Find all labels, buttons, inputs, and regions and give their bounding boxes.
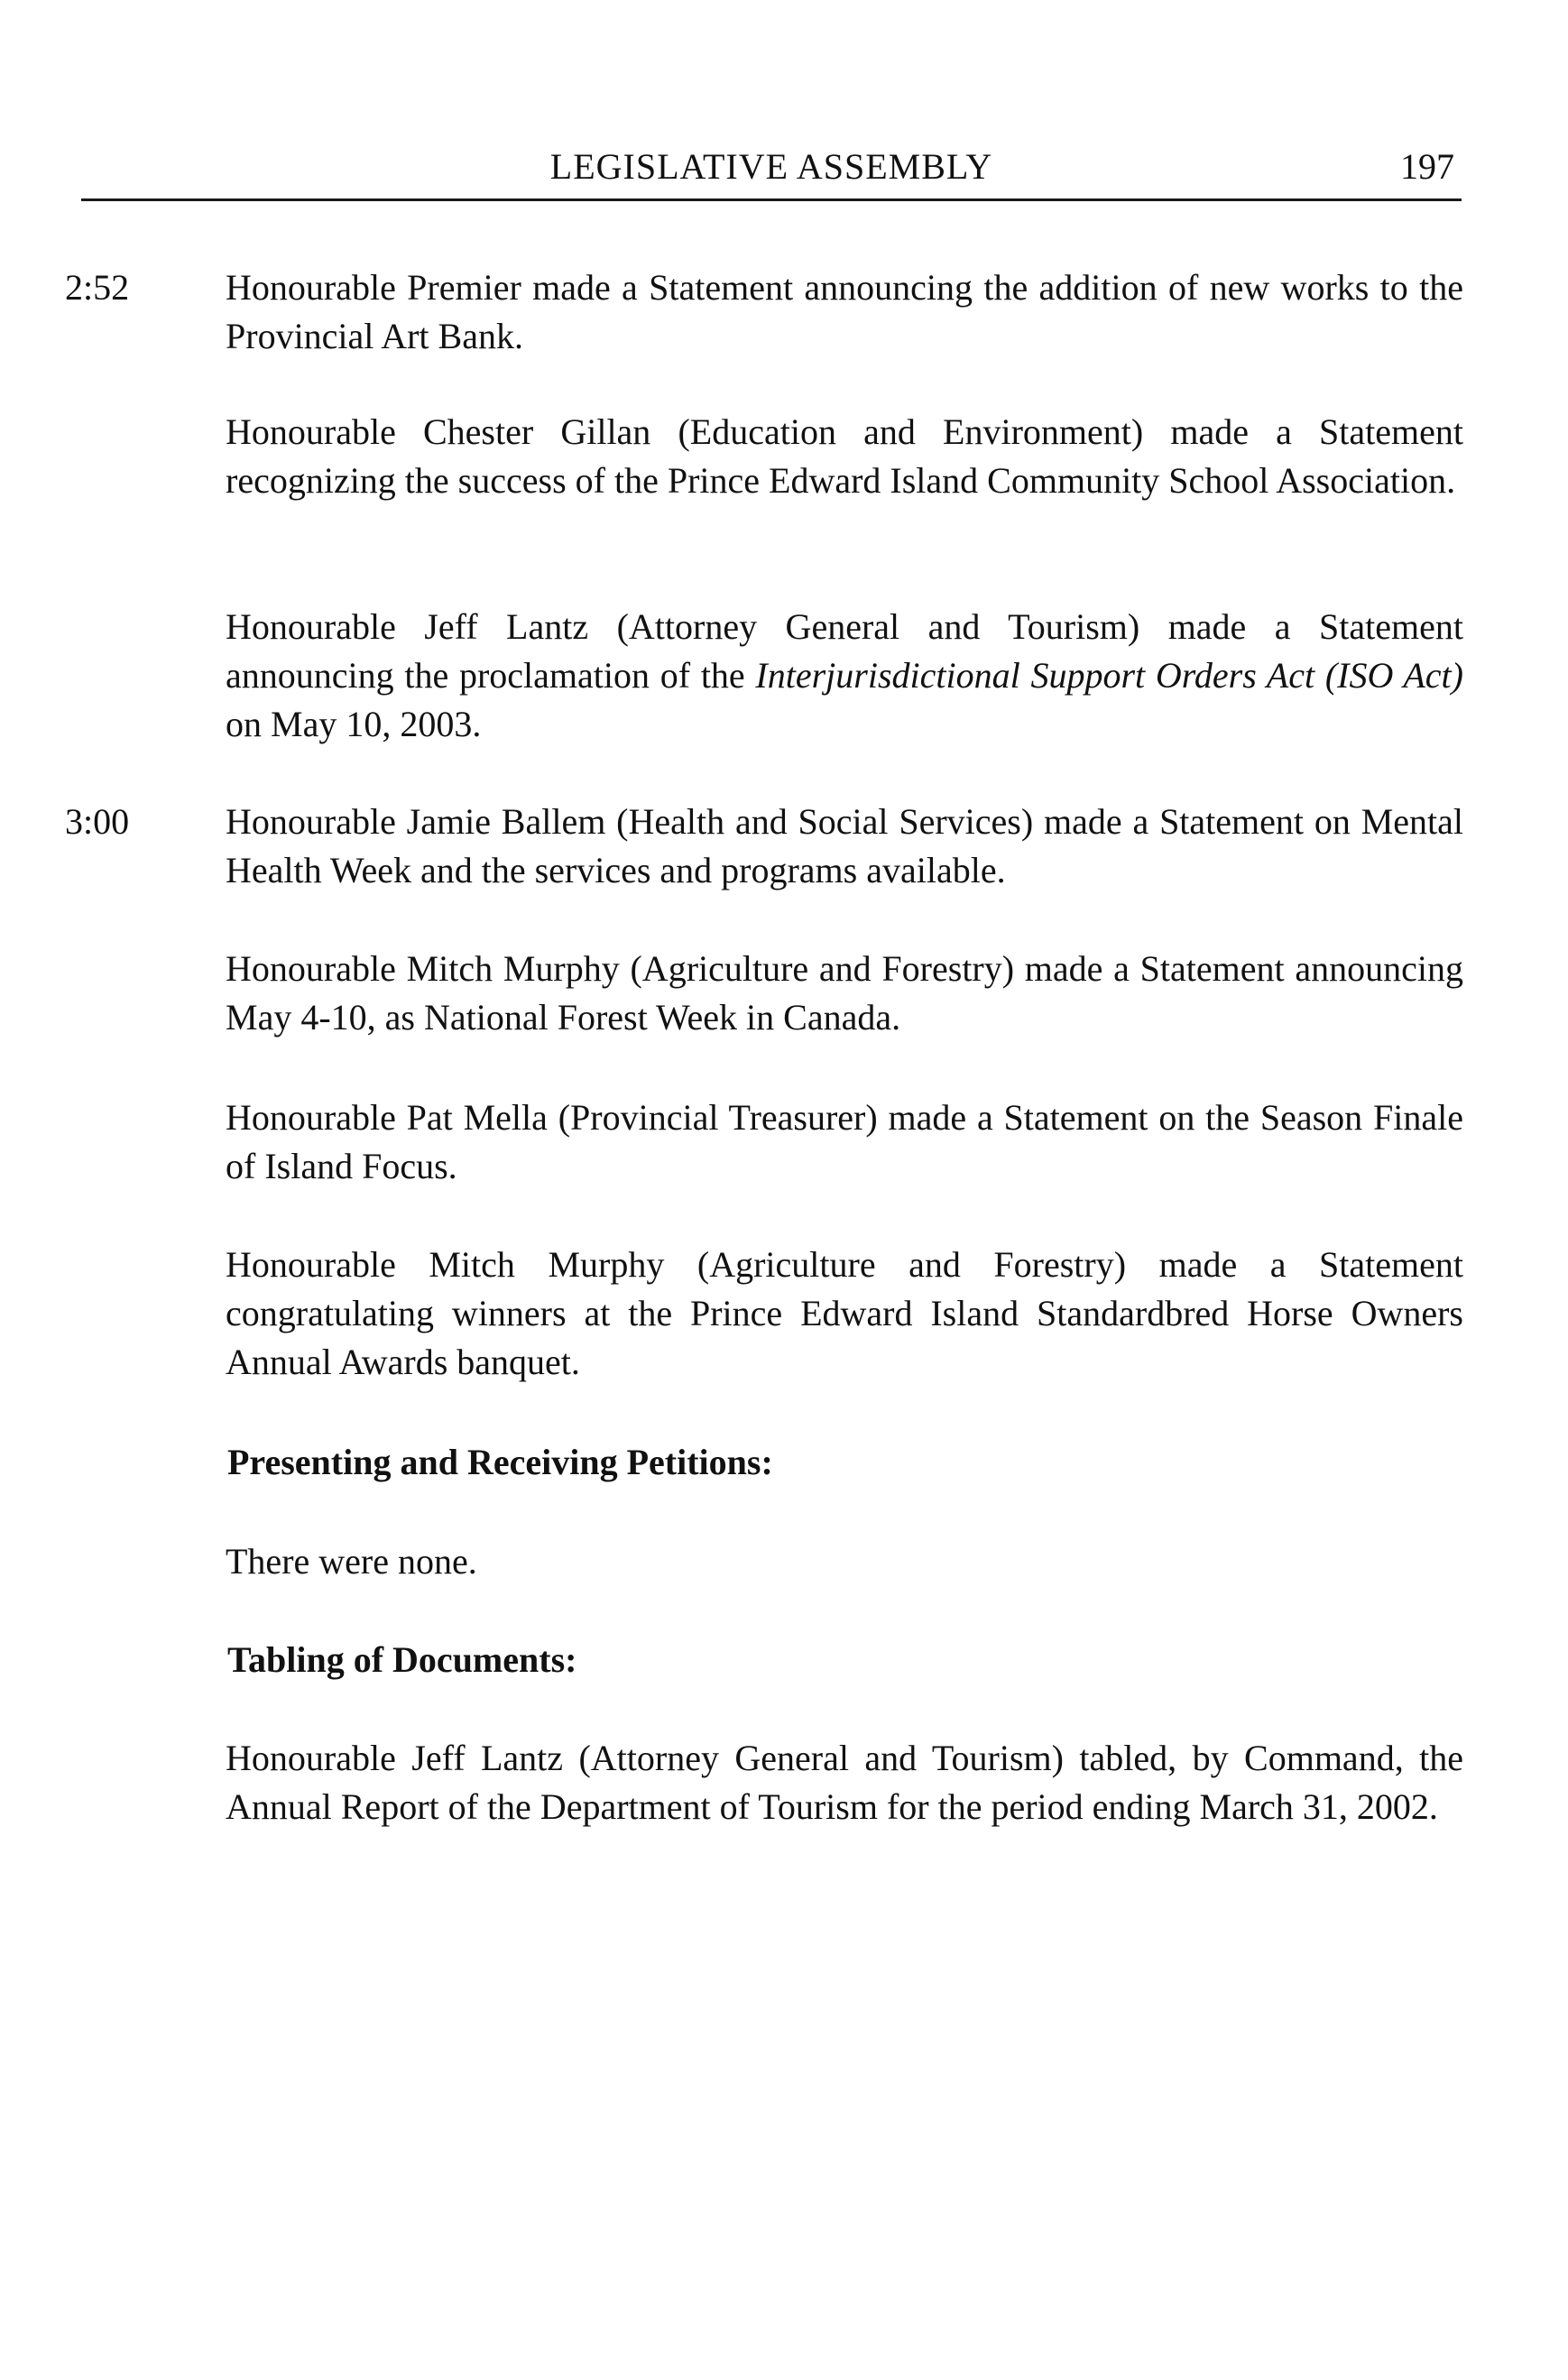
statement-paragraph: Honourable Jamie Ballem (Health and Social Services) made a Statement on Mental Health Week and the services and programs available. [226,801,1463,890]
petitions-text: There were none. [226,1541,477,1582]
time-marker: 3:00 [65,801,130,842]
time-marker: 2:52 [65,267,130,308]
running-title: LEGISLATIVE ASSEMBLY [549,146,993,187]
act-title: Interjurisdictional Support Orders Act (ISO Act) [755,655,1463,696]
statement-paragraph: Honourable Chester Gillan (Education and Environment) made a Statement recognizing the success of the Prince Edward Island Community School Association. [226,411,1463,501]
statement-paragraph: Honourable Mitch Murphy (Agriculture and Forestry) made a Statement announcing May 4-10, as National Forest Week in Canada. [226,948,1463,1038]
statement-paragraph: Honourable Premier made a Statement announcing the addition of new works to the Provincial Art Bank. [226,267,1463,356]
running-header [81,144,1462,201]
statement-paragraph [226,603,1463,749]
section-heading-petitions: Presenting and Receiving Petitions: [227,1442,773,1482]
page-number: 197 [1400,146,1454,187]
statement-text: on May 10, 2003. [226,704,482,744]
statement-paragraph: Honourable Mitch Murphy (Agriculture and Forestry) made a Statement congratulating winners at the Prince Edward Island Standardbred Horse Owners Annual Awards banquet. [226,1244,1463,1382]
statement-text: Honourable Jeff Lantz (Attorney General and Tourism) made a Statement announcing the proclamation of the [226,606,1463,696]
statement-paragraph: Honourable Pat Mella (Provincial Treasurer) made a Statement on the Season Finale of Island Focus. [226,1097,1463,1186]
section-heading-documents: Tabling of Documents: [227,1639,577,1680]
documents-text: Honourable Jeff Lantz (Attorney General and Tourism) tabled, by Command, the Annual Report of the Department of Tourism for the period ending March 31, 2002. [226,1738,1463,1827]
